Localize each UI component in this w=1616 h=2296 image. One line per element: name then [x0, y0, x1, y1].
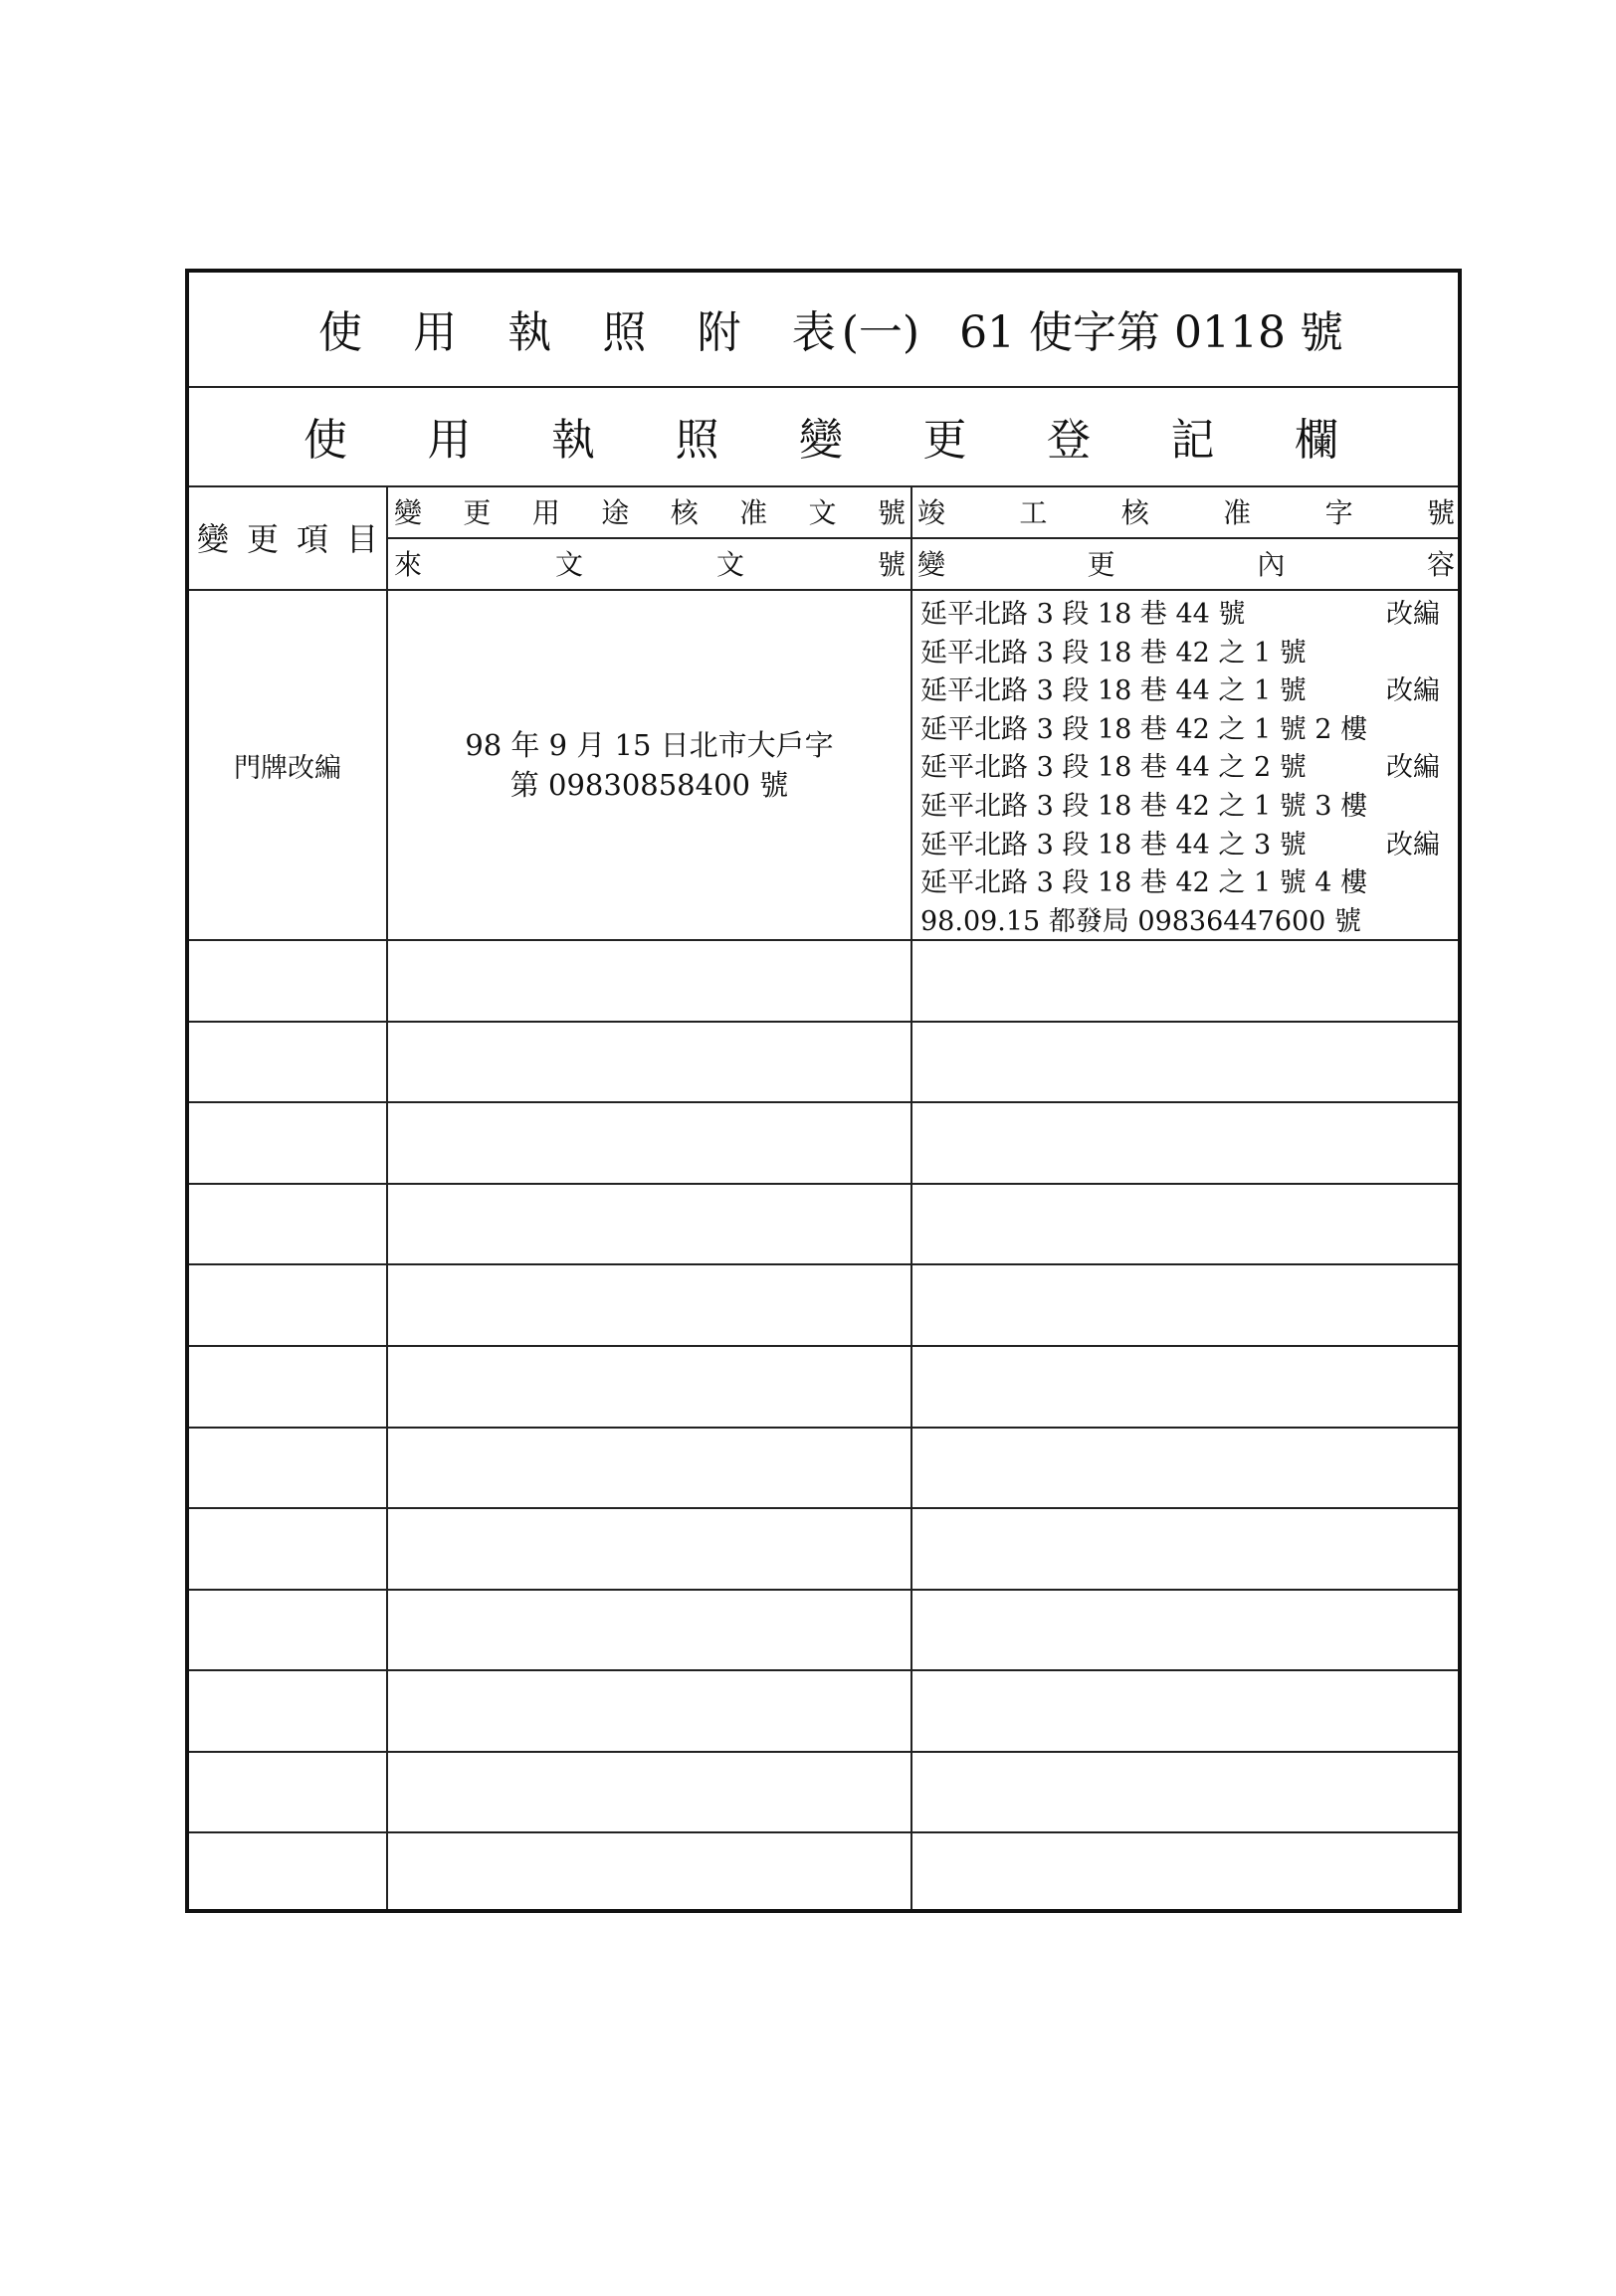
header-approval-char: 變 [394, 496, 423, 529]
form-title-paren: (一) [841, 307, 920, 358]
header-approval-char: 文 [808, 496, 837, 529]
content-line-text: 98.09.15 都發局 09836447600 號 [920, 905, 1361, 937]
header-incoming-char: 來 [394, 548, 423, 581]
entry-doc [388, 591, 910, 939]
header-item-char: 更 [246, 520, 279, 558]
header-completion-char: 字 [1324, 496, 1353, 529]
header-incoming-char: 號 [877, 548, 906, 581]
header-item-char: 變 [197, 520, 230, 558]
header-incoming-doc [394, 539, 906, 587]
header-completion-char: 准 [1223, 496, 1252, 529]
section-char: 使 [303, 415, 347, 466]
content-line [912, 671, 1462, 710]
row-divider [189, 1507, 1458, 1509]
header-content-char: 變 [917, 548, 946, 581]
content-line-note: 改編 [1386, 675, 1440, 707]
header-approval-char: 號 [877, 496, 906, 529]
row-divider [189, 1427, 1458, 1429]
content-line [912, 787, 1462, 826]
content-line [912, 748, 1462, 787]
entry-doc-line2: 第 09830858400 號 [509, 768, 789, 802]
header-approval-char: 途 [601, 496, 630, 529]
content-line [912, 634, 1462, 672]
section-char: 登 [1047, 415, 1091, 466]
form-title [318, 292, 1343, 364]
title-char: 使 [318, 307, 362, 358]
header-approval-char: 用 [531, 496, 560, 529]
header-incoming-char: 文 [715, 548, 744, 581]
title-char: 執 [507, 307, 552, 358]
row-divider [189, 1345, 1458, 1347]
entry-doc-line1: 98 年 9 月 15 日北市大戶字 [465, 728, 834, 762]
entry-item [189, 591, 386, 939]
content-line-text: 延平北路 3 段 18 巷 42 之 1 號 3 樓 [920, 791, 1368, 822]
content-line [912, 595, 1462, 634]
divider [189, 939, 1458, 941]
usage-permit-attachment-form [185, 269, 1462, 1913]
content-line-note: 改編 [1386, 752, 1440, 784]
entry-content [912, 593, 1462, 939]
section-char: 欄 [1295, 415, 1338, 466]
header-completion-char: 工 [1019, 496, 1048, 529]
content-line-note: 改編 [1386, 599, 1440, 630]
section-char: 照 [675, 415, 719, 466]
header-approval-doc [394, 487, 906, 535]
content-line-note: 改編 [1386, 829, 1440, 861]
header-incoming-char: 文 [554, 548, 583, 581]
permit-number: 61 使字第 0118 號 [959, 307, 1343, 358]
content-line-text: 延平北路 3 段 18 巷 44 之 3 號 [920, 829, 1307, 861]
row-divider [189, 1589, 1458, 1591]
header-content-char: 更 [1087, 548, 1115, 581]
content-line-text: 延平北路 3 段 18 巷 44 之 2 號 [920, 752, 1307, 784]
header-content-char: 內 [1257, 548, 1286, 581]
content-line-text: 延平北路 3 段 18 巷 42 之 1 號 [920, 637, 1307, 669]
header-completion-char: 竣 [917, 496, 946, 529]
header-approval-char: 核 [670, 496, 699, 529]
title-char: 附 [697, 307, 741, 358]
content-line-text: 延平北路 3 段 18 巷 42 之 1 號 2 樓 [920, 713, 1368, 745]
content-line [912, 902, 1462, 941]
header-change-content [917, 539, 1455, 587]
row-divider [189, 1101, 1458, 1103]
content-line-text: 延平北路 3 段 18 巷 42 之 1 號 4 樓 [920, 867, 1368, 899]
row-divider [189, 1183, 1458, 1185]
form-title-chars [318, 296, 836, 360]
header-completion-no [917, 487, 1455, 535]
section-char: 用 [427, 415, 472, 466]
content-line-text: 延平北路 3 段 18 巷 44 之 1 號 [920, 675, 1307, 707]
title-char: 照 [602, 307, 647, 358]
section-char: 更 [922, 415, 967, 466]
row-divider [189, 1263, 1458, 1265]
content-line [912, 826, 1462, 864]
header-approval-char: 准 [739, 496, 768, 529]
section-char: 變 [799, 415, 843, 466]
content-line [912, 710, 1462, 749]
content-line [912, 863, 1462, 902]
header-approval-char: 更 [463, 496, 492, 529]
header-item-char: 項 [296, 520, 328, 558]
section-title [303, 400, 1338, 472]
divider [189, 386, 1458, 388]
header-change-item [197, 485, 378, 589]
section-title-chars [303, 404, 1338, 468]
header-completion-char: 核 [1120, 496, 1149, 529]
content-line-text: 延平北路 3 段 18 巷 44 號 [920, 599, 1246, 630]
header-item-char: 目 [345, 520, 378, 558]
row-divider [189, 1669, 1458, 1671]
section-char: 記 [1170, 415, 1215, 466]
header-completion-char: 號 [1426, 496, 1455, 529]
row-divider [189, 1021, 1458, 1023]
row-divider [189, 1831, 1458, 1833]
header-content-char: 容 [1426, 548, 1455, 581]
row-divider [189, 1751, 1458, 1753]
title-char: 表 [791, 307, 836, 358]
entry-item-text: 門牌改編 [234, 752, 341, 784]
section-char: 執 [551, 415, 595, 466]
title-char: 用 [413, 307, 458, 358]
